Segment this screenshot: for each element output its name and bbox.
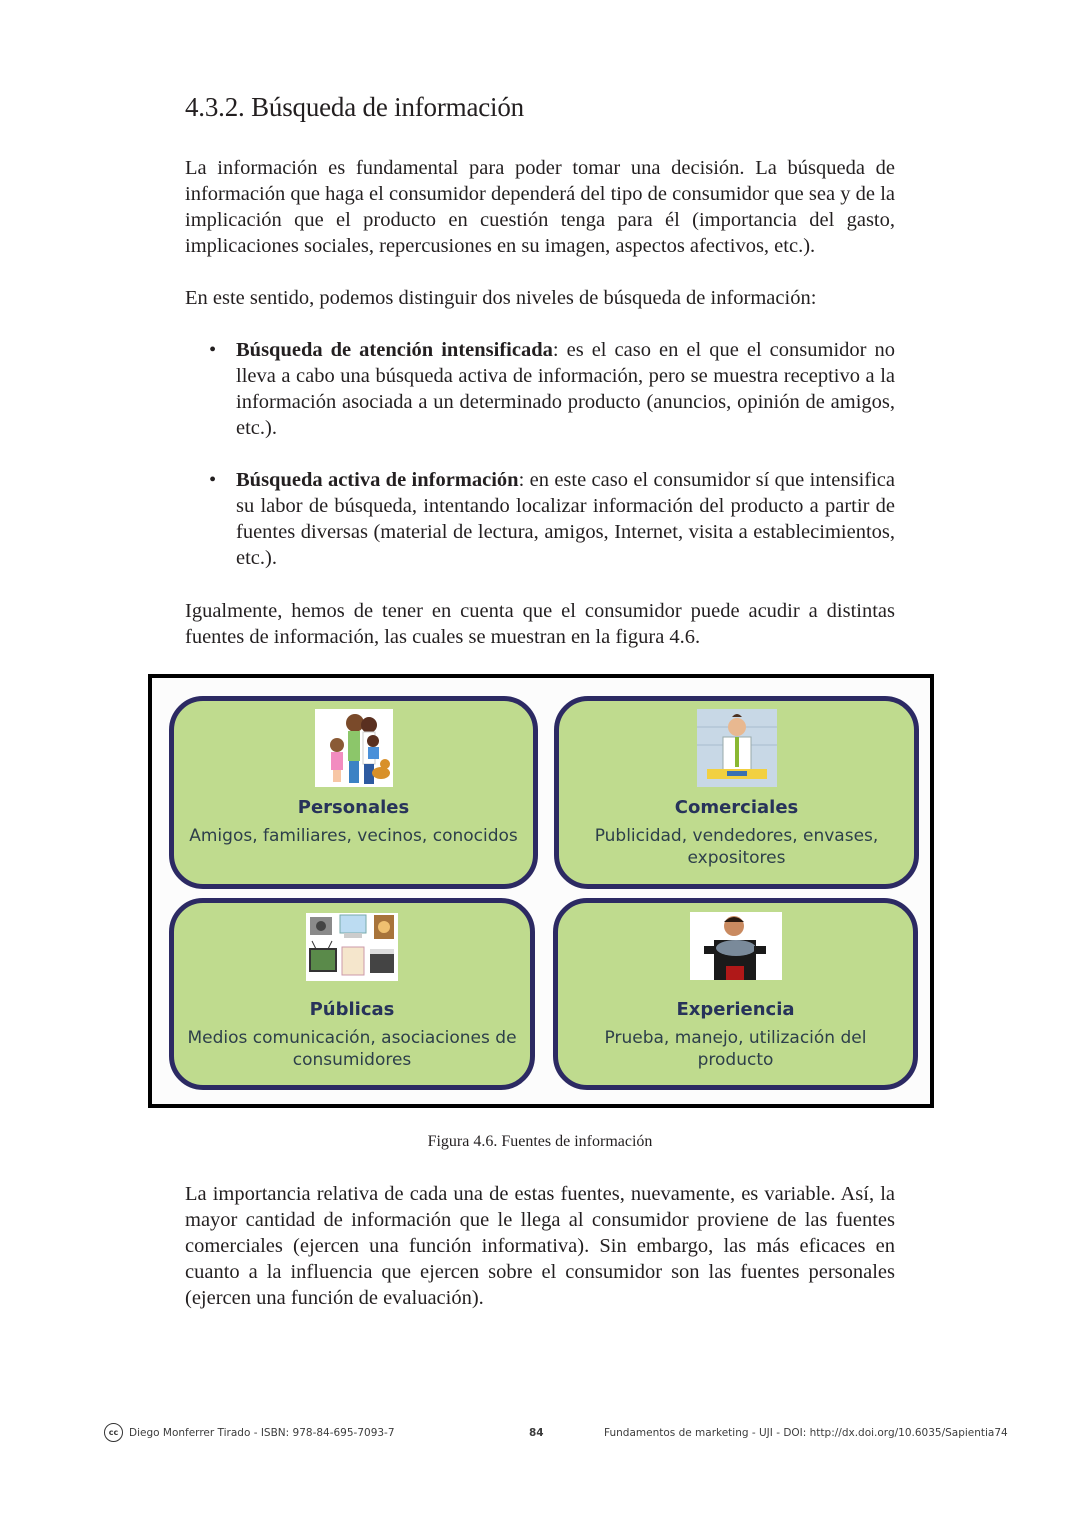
bullet-term: Búsqueda de atención intensificada xyxy=(236,339,553,361)
bullet-text: : en este caso el consumidor sí que intensifica su labor de búsqueda, intentando localizar información del producto a partir de fuentes diversas (material de lectura, amigos, Internet, visita a establecimientos, etc.). xyxy=(236,469,895,569)
source-title: Comerciales xyxy=(674,797,799,818)
conclusion-paragraph: La importancia relativa de cada una de estas fuentes, nuevamente, es variable. Así, la mayor cantidad de información que le llega al consumidor proviene de las fuentes comerciales (ejercen una función informativa). Sin embargo, las más eficaces en cuanto a la influencia que ejercen sobre el consumidor son las fuentes personales (ejercen una función de evaluación). xyxy=(185,1183,895,1309)
source-title: Personales xyxy=(297,797,410,818)
intro-paragraph: La información es fundamental para poder tomar una decisión. La búsqueda de información que haga el consumidor dependerá del tipo de consumidor que sea y de la implicación que el producto en cuestión tenga para él (importancia del gasto, implicaciones sociales, repercusiones en su imagen, aspectos afectivos, etc.). xyxy=(185,157,895,257)
boy-with-product-icon xyxy=(690,912,782,980)
bullet-icon: • xyxy=(209,469,217,491)
source-title: Públicas xyxy=(309,999,395,1020)
bullet-term: Búsqueda activa de información xyxy=(236,469,519,491)
creative-commons-icon: cc xyxy=(104,1423,123,1442)
source-box-experiencia xyxy=(553,898,918,1090)
figure-caption: Figura 4.6. Fuentes de información xyxy=(427,1133,653,1150)
source-description: Medios comunicación, asociaciones de consumidores xyxy=(187,1028,517,1070)
source-box-personales xyxy=(169,696,538,889)
page-footer xyxy=(0,1425,1080,1445)
source-description: Publicidad, vendedores, envases, expositores xyxy=(594,826,879,868)
footer-book-doi: Fundamentos de marketing - UJI - DOI: http://dx.doi.org/10.6035/Sapientia74 xyxy=(604,1427,1008,1439)
figure-information-sources xyxy=(148,674,934,1108)
source-description: Amigos, familiares, vecinos, conocidos xyxy=(189,826,518,846)
sources-intro-paragraph: Igualmente, hemos de tener en cuenta que el consumidor puede acudir a distintas fuentes de información, las cuales se muestran en la figura 4.6. xyxy=(185,600,895,648)
page-number: 84 xyxy=(529,1427,544,1439)
bullet-text: : es el caso en el que el consumidor no lleva a cabo una búsqueda activa de información, pero se muestra receptivo a la información asociada a un determinado producto (anuncios, opinión de amigos, etc.). xyxy=(236,339,895,439)
media-devices-icon xyxy=(306,913,398,981)
section-title: 4.3.2. Búsqueda de información xyxy=(185,92,524,122)
list-item-active-search xyxy=(185,467,895,571)
bullet-icon: • xyxy=(209,339,217,361)
source-box-publicas xyxy=(169,898,535,1090)
list-item-attention xyxy=(185,337,895,441)
source-box-comerciales xyxy=(554,696,919,889)
source-description: Prueba, manejo, utilización del producto xyxy=(604,1028,867,1070)
levels-intro-paragraph: En este sentido, podemos distinguir dos niveles de búsqueda de información: xyxy=(185,287,817,309)
source-title: Experiencia xyxy=(676,999,795,1020)
family-illustration-icon xyxy=(315,709,393,787)
footer-author-isbn: Diego Monferrer Tirado - ISBN: 978-84-695-7093-7 xyxy=(129,1427,395,1439)
salesman-illustration-icon xyxy=(697,709,777,787)
